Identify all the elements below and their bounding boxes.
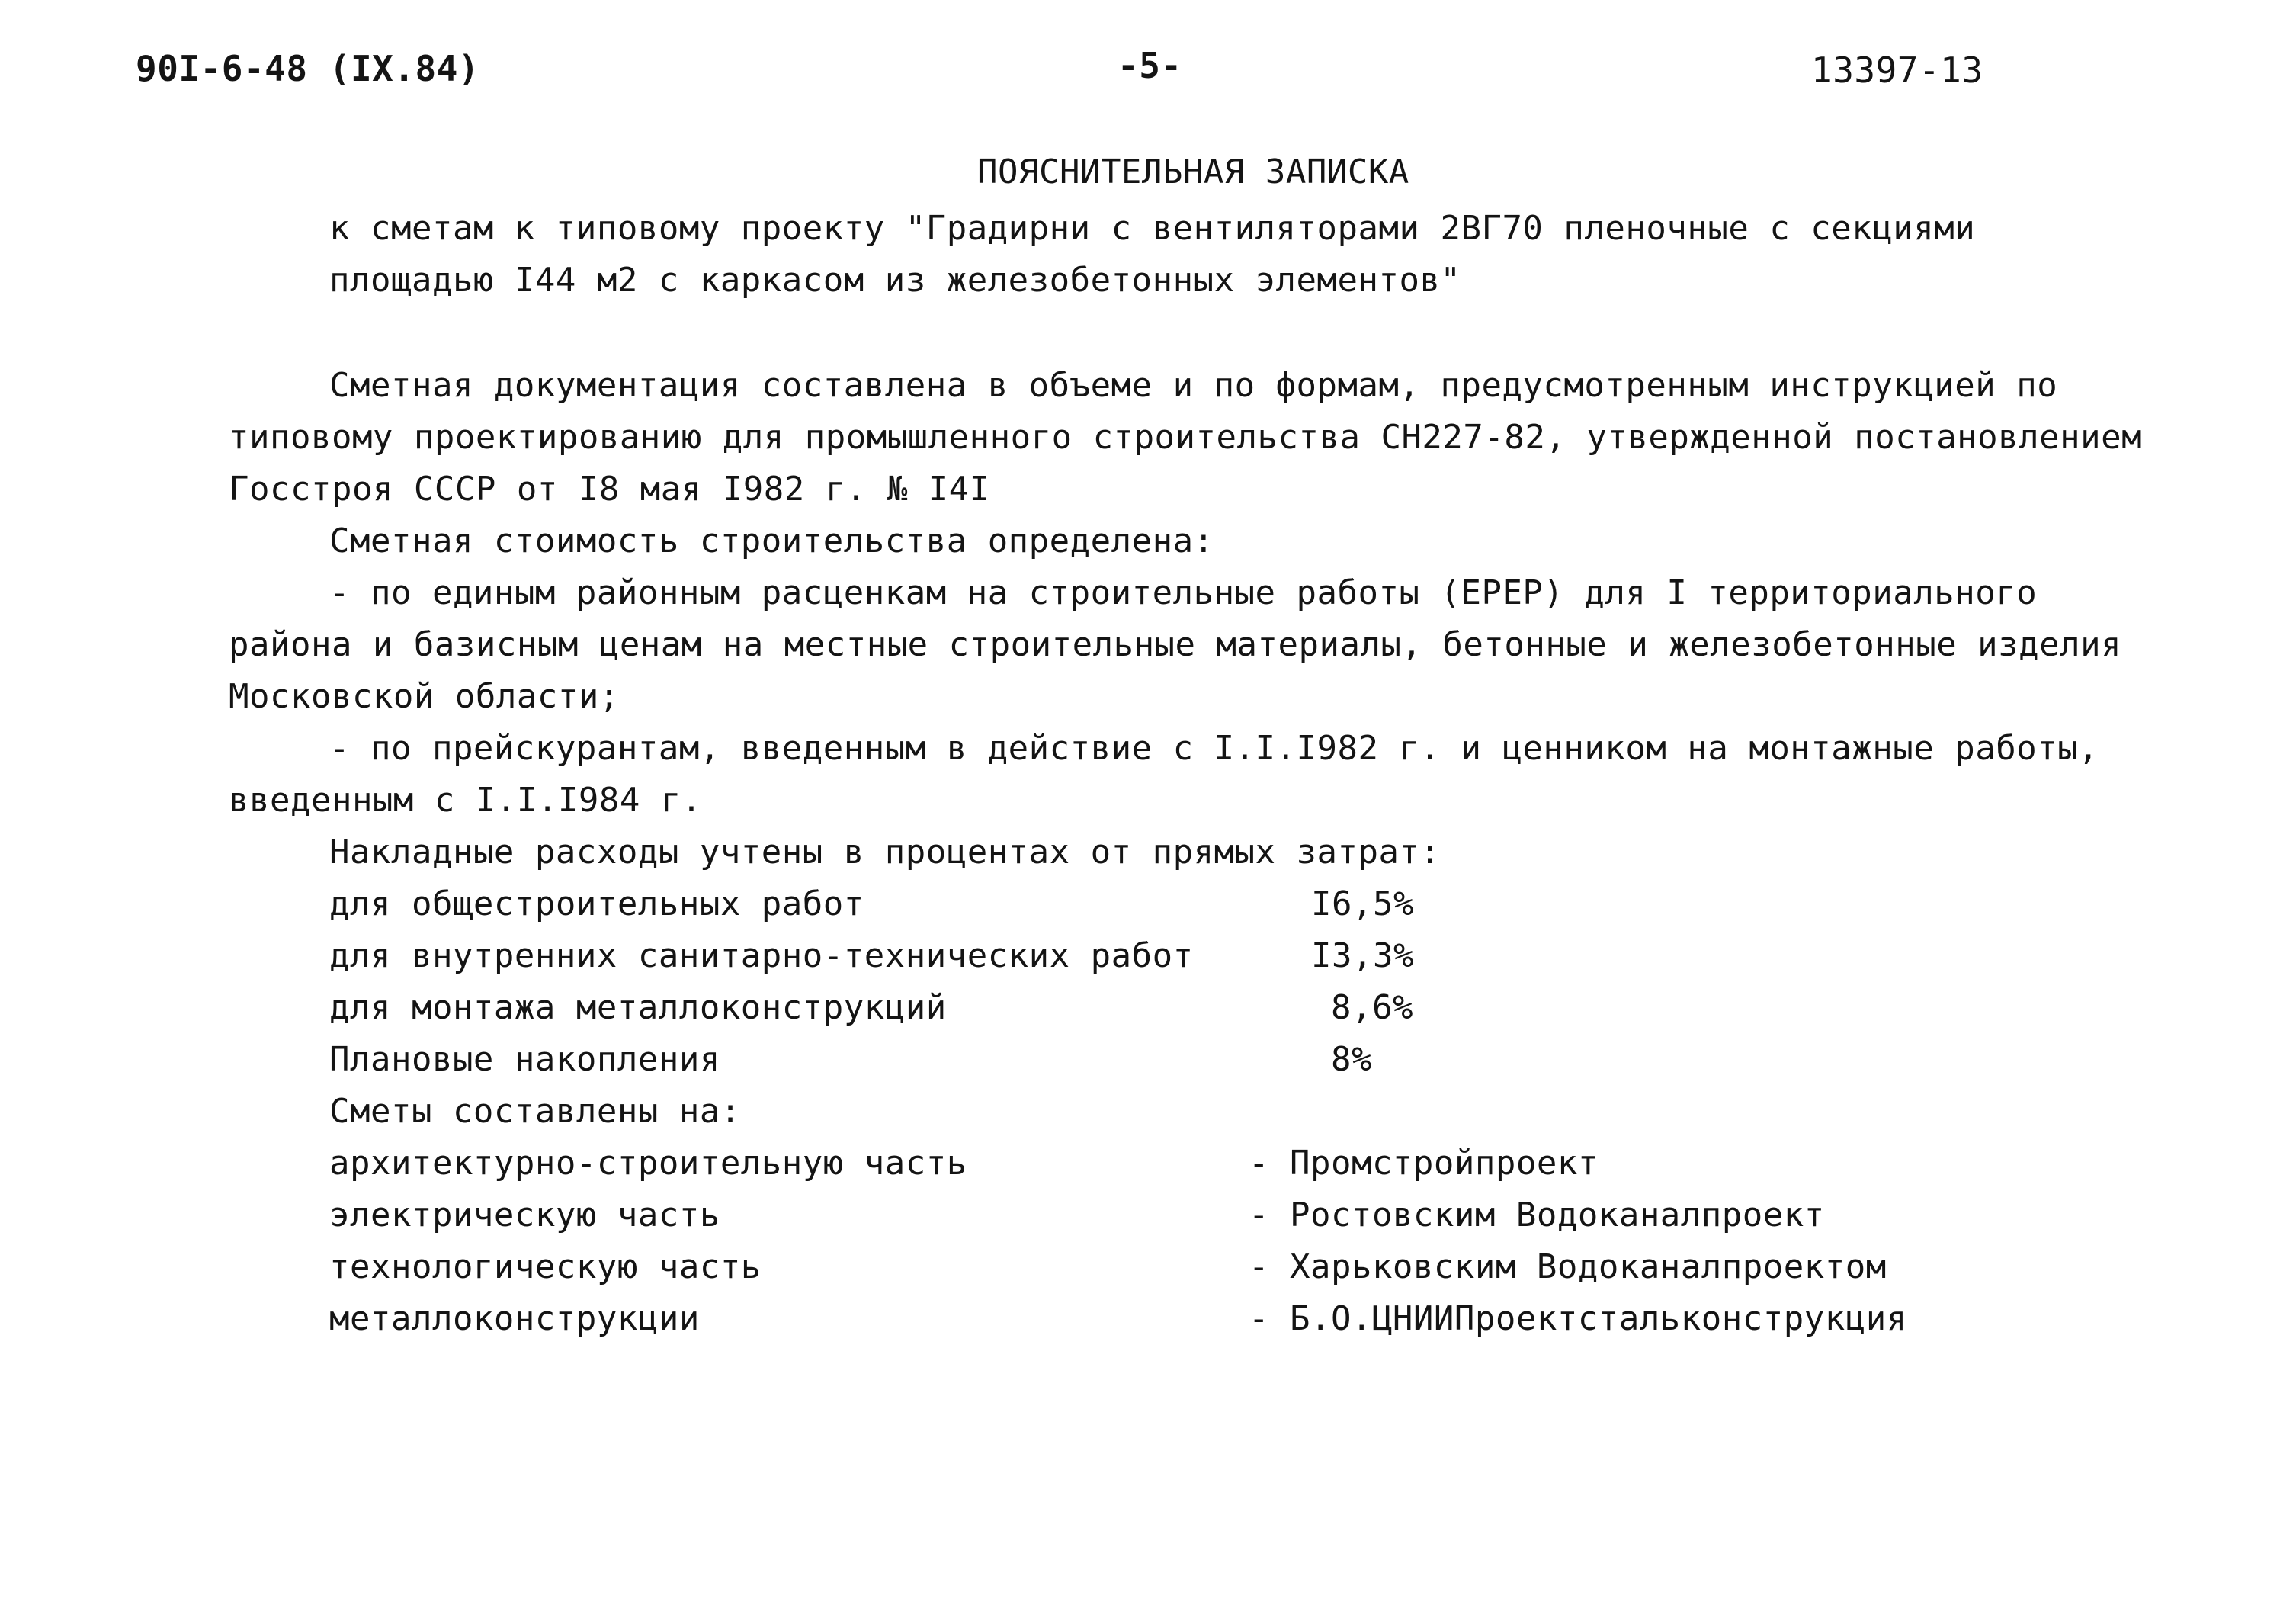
estimate-author: - Харьковским Водоканалпроектом	[1249, 1247, 1887, 1286]
document-title: ПОЯСНИТЕЛЬНАЯ ЗАПИСКА	[977, 152, 1409, 191]
subtitle-line-2: площадью I44 м2 с каркасом из железобетонных элементов"	[329, 261, 1461, 300]
overhead-label: для общестроительных работ	[329, 884, 864, 923]
body-line-2: типовому проектированию для промышленного строительства СН227-82, утвержденной постановлением	[229, 418, 2143, 457]
overhead-label: для монтажа металлоконструкций	[329, 988, 947, 1027]
estimate-part: металлоконструкции	[329, 1299, 700, 1338]
body-line-5: - по единым районным расценкам на строительные работы (ЕРЕР) для I территориального	[329, 573, 2038, 612]
overhead-label: для внутренних санитарно-технических работ	[329, 936, 1194, 975]
body-line-4: Сметная стоимость строительства определена:	[329, 522, 1214, 560]
body-line-6: района и базисным ценам на местные строительные материалы, бетонные и железобетонные изделия	[229, 625, 2122, 664]
subtitle-line-1: к сметам к типовому проекту "Градирни с вентиляторами 2ВГ70 пленочные с секциями	[329, 209, 1976, 248]
overhead-label: Плановые накопления	[329, 1040, 720, 1079]
body-line-7: Московской области;	[229, 677, 620, 716]
inventory-number: 13397-13	[1811, 50, 1983, 91]
estimate-author: - Промстройпроект	[1249, 1144, 1599, 1183]
body-line-10: Накладные расходы учтены в процентах от прямых затрат:	[329, 833, 1441, 871]
body-line-1: Сметная документация составлена в объеме и по формам, предусмотренным инструкцией по	[329, 366, 2058, 405]
overhead-value: 8%	[1331, 1040, 1372, 1079]
estimate-part: архитектурно-строительную часть	[329, 1144, 967, 1183]
body-line-8: - по прейскурантам, введенным в действие с I.I.I982 г. и ценником на монтажные работы,	[329, 729, 2099, 768]
estimates-heading: Сметы составлены на:	[329, 1092, 741, 1131]
body-line-3: Госстроя СССР от I8 мая I982 г. № I4I	[229, 470, 990, 509]
page-number: -5-	[1118, 45, 1182, 86]
overhead-value: 8,6%	[1331, 988, 1413, 1027]
estimate-part: электрическую часть	[329, 1196, 720, 1234]
estimate-author: - Б.О.ЦНИИПроектстальконструкция	[1249, 1299, 1907, 1338]
overhead-value: I6,5%	[1311, 884, 1414, 923]
overhead-value: I3,3%	[1311, 936, 1414, 975]
body-line-9: введенным с I.I.I984 г.	[229, 781, 702, 820]
project-code: 90I-6-48 (IX.84)	[136, 48, 480, 89]
estimate-part: технологическую часть	[329, 1247, 762, 1286]
estimate-author: - Ростовским Водоканалпроект	[1249, 1196, 1825, 1234]
